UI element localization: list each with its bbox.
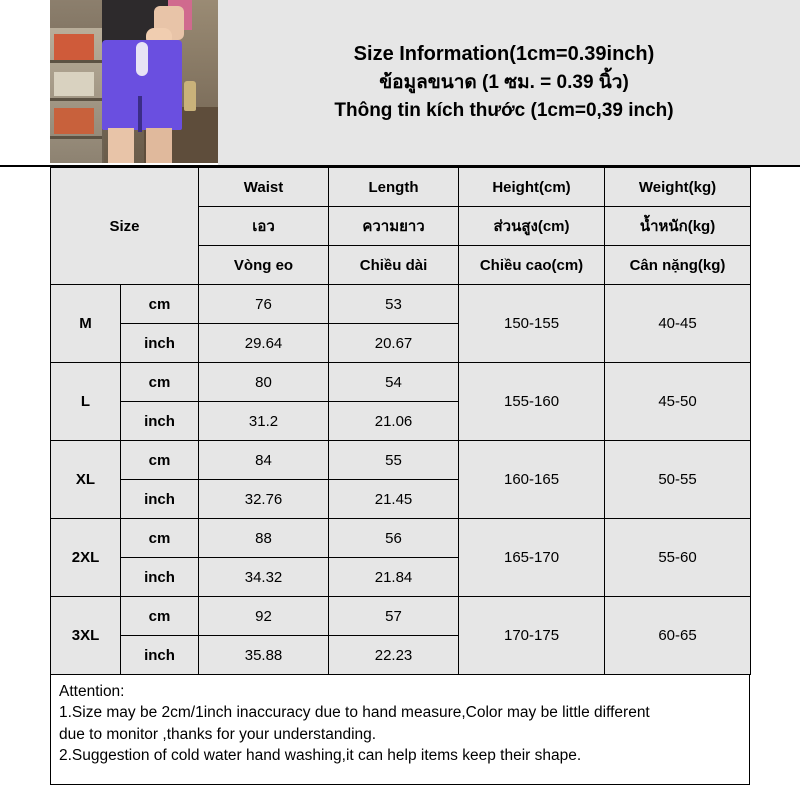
row-size-label: L xyxy=(51,363,121,441)
cell-waist-cm: 92 xyxy=(199,597,329,636)
photo-bottle xyxy=(184,81,196,111)
cell-waist-cm: 76 xyxy=(199,285,329,324)
row-unit-cm: cm xyxy=(121,363,199,402)
header-height-th: ส่วนสูง(cm) xyxy=(459,207,605,246)
cell-height: 150-155 xyxy=(459,285,605,363)
cell-height: 170-175 xyxy=(459,597,605,675)
cell-length-cm: 57 xyxy=(329,597,459,636)
attention-line-2: due to monitor ,thanks for your understanding. xyxy=(59,725,377,743)
header-height-vi: Chiều cao(cm) xyxy=(459,246,605,285)
cell-length-inch: 20.67 xyxy=(329,324,459,363)
title-line-en: Size Information(1cm=0.39inch) xyxy=(353,43,655,66)
row-size-label: 2XL xyxy=(51,519,121,597)
cell-weight: 60-65 xyxy=(605,597,751,675)
row-unit-cm: cm xyxy=(121,597,199,636)
title-line-vi: Thông tin kích thước (1cm=0,39 inch) xyxy=(334,100,674,121)
header-weight-vi: Cân nặng(kg) xyxy=(605,246,751,285)
cell-weight: 50-55 xyxy=(605,441,751,519)
cell-height: 160-165 xyxy=(459,441,605,519)
row-unit-inch: inch xyxy=(121,402,199,441)
header-height-en: Height(cm) xyxy=(459,168,605,207)
row-unit-inch: inch xyxy=(121,324,199,363)
header-waist-vi: Vòng eo xyxy=(199,246,329,285)
photo-model-leg xyxy=(146,128,172,163)
photo-shelf-item xyxy=(54,72,94,96)
cell-waist-inch: 29.64 xyxy=(199,324,329,363)
attention-line-3: 2.Suggestion of cold water hand washing,it can help items keep their shape. xyxy=(59,747,582,765)
photo-purple-shorts xyxy=(102,40,182,130)
cell-weight: 55-60 xyxy=(605,519,751,597)
cell-waist-cm: 84 xyxy=(199,441,329,480)
cell-length-inch: 22.23 xyxy=(329,636,459,675)
row-unit-cm: cm xyxy=(121,285,199,324)
cell-height: 155-160 xyxy=(459,363,605,441)
attention-heading: Attention: xyxy=(59,683,125,700)
product-photo xyxy=(50,0,218,163)
table-row xyxy=(51,597,751,636)
header-weight-en: Weight(kg) xyxy=(605,168,751,207)
cell-length-cm: 56 xyxy=(329,519,459,558)
header-length-th: ความยาว xyxy=(329,207,459,246)
cell-length-cm: 55 xyxy=(329,441,459,480)
photo-model-leg xyxy=(108,128,134,163)
header-section xyxy=(0,0,800,167)
row-size-label: XL xyxy=(51,441,121,519)
title-line-th: ข้อมูลขนาด (1 ซม. = 0.39 นิ้ว) xyxy=(379,72,629,94)
header-size-cell: Size xyxy=(51,168,199,285)
cell-weight: 40-45 xyxy=(605,285,751,363)
attention-block xyxy=(50,675,750,785)
cell-weight: 45-50 xyxy=(605,363,751,441)
cell-waist-cm: 80 xyxy=(199,363,329,402)
cell-length-inch: 21.45 xyxy=(329,480,459,519)
table-row xyxy=(51,441,751,480)
cell-length-inch: 21.84 xyxy=(329,558,459,597)
header-length-en: Length xyxy=(329,168,459,207)
cell-waist-inch: 35.88 xyxy=(199,636,329,675)
header-waist-en: Waist xyxy=(199,168,329,207)
row-unit-inch: inch xyxy=(121,558,199,597)
cell-waist-cm: 88 xyxy=(199,519,329,558)
row-unit-cm: cm xyxy=(121,519,199,558)
table-row xyxy=(51,285,751,324)
row-unit-cm: cm xyxy=(121,441,199,480)
photo-shelf-line xyxy=(50,98,102,101)
photo-shelf-item xyxy=(54,34,94,60)
row-size-label: M xyxy=(51,285,121,363)
row-unit-inch: inch xyxy=(121,480,199,519)
cell-waist-inch: 31.2 xyxy=(199,402,329,441)
photo-shorts-seam xyxy=(138,96,142,132)
cell-waist-inch: 32.76 xyxy=(199,480,329,519)
cell-length-cm: 53 xyxy=(329,285,459,324)
table-row xyxy=(51,363,751,402)
header-weight-th: น้ำหนัก(kg) xyxy=(605,207,751,246)
header-waist-th: เอว xyxy=(199,207,329,246)
header-length-vi: Chiều dài xyxy=(329,246,459,285)
cell-height: 165-170 xyxy=(459,519,605,597)
size-table xyxy=(50,167,751,675)
row-size-label: 3XL xyxy=(51,597,121,675)
photo-shelf-line xyxy=(50,60,102,63)
attention-line-1: 1.Size may be 2cm/1inch inaccuracy due to hand measure,Color may be little different xyxy=(59,704,650,722)
cell-length-cm: 54 xyxy=(329,363,459,402)
row-unit-inch: inch xyxy=(121,636,199,675)
title-block xyxy=(218,0,800,165)
cell-waist-inch: 34.32 xyxy=(199,558,329,597)
cell-length-inch: 21.06 xyxy=(329,402,459,441)
photo-shelf-line xyxy=(50,136,102,139)
photo-shelf-item xyxy=(54,108,94,134)
table-row xyxy=(51,519,751,558)
table-header-row-1 xyxy=(51,168,751,207)
